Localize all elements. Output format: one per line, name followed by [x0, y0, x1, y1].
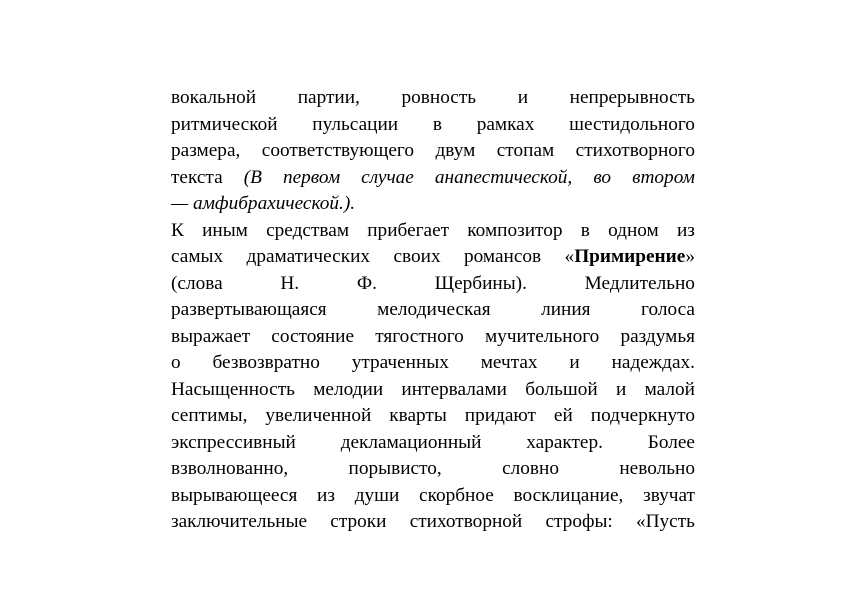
text-word: и: [569, 352, 580, 373]
text-word: ей: [553, 405, 573, 426]
text-line: [171, 483, 695, 510]
text-word: (В: [243, 166, 262, 188]
text-word: романсов: [463, 246, 542, 267]
text-word: случае: [361, 166, 414, 188]
text-word: двум: [435, 140, 476, 161]
text-word: партии,: [297, 87, 360, 108]
text-word: кварты: [389, 405, 447, 426]
text-line: [171, 218, 695, 245]
text-word: линия: [541, 299, 591, 320]
text-word: из: [676, 219, 695, 241]
text-word: о: [171, 352, 181, 373]
text-word: тягостного: [375, 325, 464, 347]
text-word: скорбное: [419, 484, 494, 506]
text-word: стихотворного: [575, 140, 695, 161]
text-word: увеличенной: [265, 405, 372, 426]
text-word: и: [517, 87, 529, 108]
text-word: строки: [330, 511, 387, 532]
text-line: [171, 377, 695, 404]
text-word: самых: [171, 246, 224, 267]
text-word: невольно: [619, 458, 695, 479]
text-word: придают: [464, 405, 536, 426]
text-word: Медлительно: [584, 272, 695, 294]
text-word: состояние: [271, 325, 355, 347]
text-line: [171, 350, 695, 377]
text-word: Щербины).: [434, 272, 527, 294]
text-word: втором: [632, 166, 695, 188]
text-word: средствам: [266, 219, 350, 241]
text-word: непрерывность: [569, 87, 695, 108]
text-word: одном: [608, 219, 659, 241]
text-word: размера,: [171, 140, 241, 161]
text-word: иным: [202, 219, 248, 241]
text-word: души: [354, 484, 400, 506]
text-word: декламационный: [340, 431, 482, 453]
text-word: взволнованно,: [171, 458, 289, 479]
text-word: словно: [502, 458, 559, 479]
text-word: восклицание,: [513, 484, 624, 506]
text-word: звучат: [643, 484, 695, 506]
text-word: ровность: [401, 87, 477, 108]
text-word: Примирение: [574, 246, 686, 267]
text-line: [171, 297, 695, 324]
text-word: во: [593, 166, 612, 188]
text-line: [171, 324, 695, 351]
text-word: в: [580, 219, 590, 241]
text-word: развертывающаяся: [171, 299, 327, 320]
text-word: своих: [393, 246, 441, 267]
text-word: в: [432, 113, 442, 135]
text-line: [171, 403, 695, 430]
text-word: мечтах: [480, 352, 538, 373]
text-word: драматических: [246, 246, 371, 267]
text-word: надеждах.: [611, 352, 695, 373]
text-line: [171, 85, 695, 112]
text-word: шестидольного: [569, 113, 695, 135]
text-line: [171, 112, 695, 139]
text-word: мелодии: [313, 378, 384, 400]
text-word: пульсации: [312, 113, 399, 135]
text-word: безвозвратно: [212, 352, 320, 373]
text-word: рамках: [476, 113, 535, 135]
text-line: [171, 509, 695, 536]
text-word: большой: [525, 378, 598, 400]
text-line: [171, 165, 695, 192]
text-line: [171, 244, 695, 271]
text-word: раздумья: [620, 325, 695, 347]
text-word: ритмической: [171, 113, 278, 135]
text-line: [171, 271, 695, 298]
text-word: стопам: [496, 140, 555, 161]
text-word: Более: [647, 431, 695, 453]
text-word: выражает: [171, 325, 251, 347]
text-word: первом: [282, 166, 341, 188]
text-word: мелодическая: [377, 299, 491, 320]
text-word: Ф.: [356, 272, 377, 294]
text-word: из: [317, 484, 335, 506]
text-word: анапестической,: [434, 166, 573, 188]
text-word: мучительного: [485, 325, 600, 347]
text-word: «Пусть: [635, 511, 695, 532]
text-word: прибегает: [367, 219, 450, 241]
text-word: Насыщенность: [171, 378, 295, 400]
text-word: — амфибрахической.).: [171, 193, 356, 214]
text-word: строфы:: [545, 511, 613, 532]
text-word: голоса: [641, 299, 695, 320]
text-word: заключительные: [171, 511, 308, 532]
text-word: соответствующего: [261, 140, 414, 161]
text-word: септимы,: [171, 405, 248, 426]
text-word: стихотворной: [409, 511, 523, 532]
text-word: и: [615, 378, 627, 400]
text-word: экспрессивный: [171, 431, 296, 453]
text-word: «: [564, 246, 575, 267]
text-word: малой: [644, 378, 695, 400]
text-word: композитор: [467, 219, 563, 241]
text-word: текста: [171, 166, 223, 188]
text-word: вокальной: [171, 87, 257, 108]
body-text: [171, 85, 695, 536]
text-word: вырывающееся: [171, 484, 298, 506]
text-word: порывисто,: [348, 458, 442, 479]
text-line: [171, 456, 695, 483]
text-line: [171, 191, 695, 218]
text-word: Н.: [280, 272, 300, 294]
text-word: К: [171, 219, 184, 241]
romance-title: [565, 244, 695, 271]
text-word: характер.: [526, 431, 603, 453]
text-word: подчеркнуто: [590, 405, 695, 426]
text-line: [171, 430, 695, 457]
text-word: »: [685, 246, 695, 267]
text-word: утраченных: [351, 352, 449, 373]
text-word: интервалами: [401, 378, 507, 400]
text-line: [171, 138, 695, 165]
text-word: (слова: [171, 272, 223, 294]
